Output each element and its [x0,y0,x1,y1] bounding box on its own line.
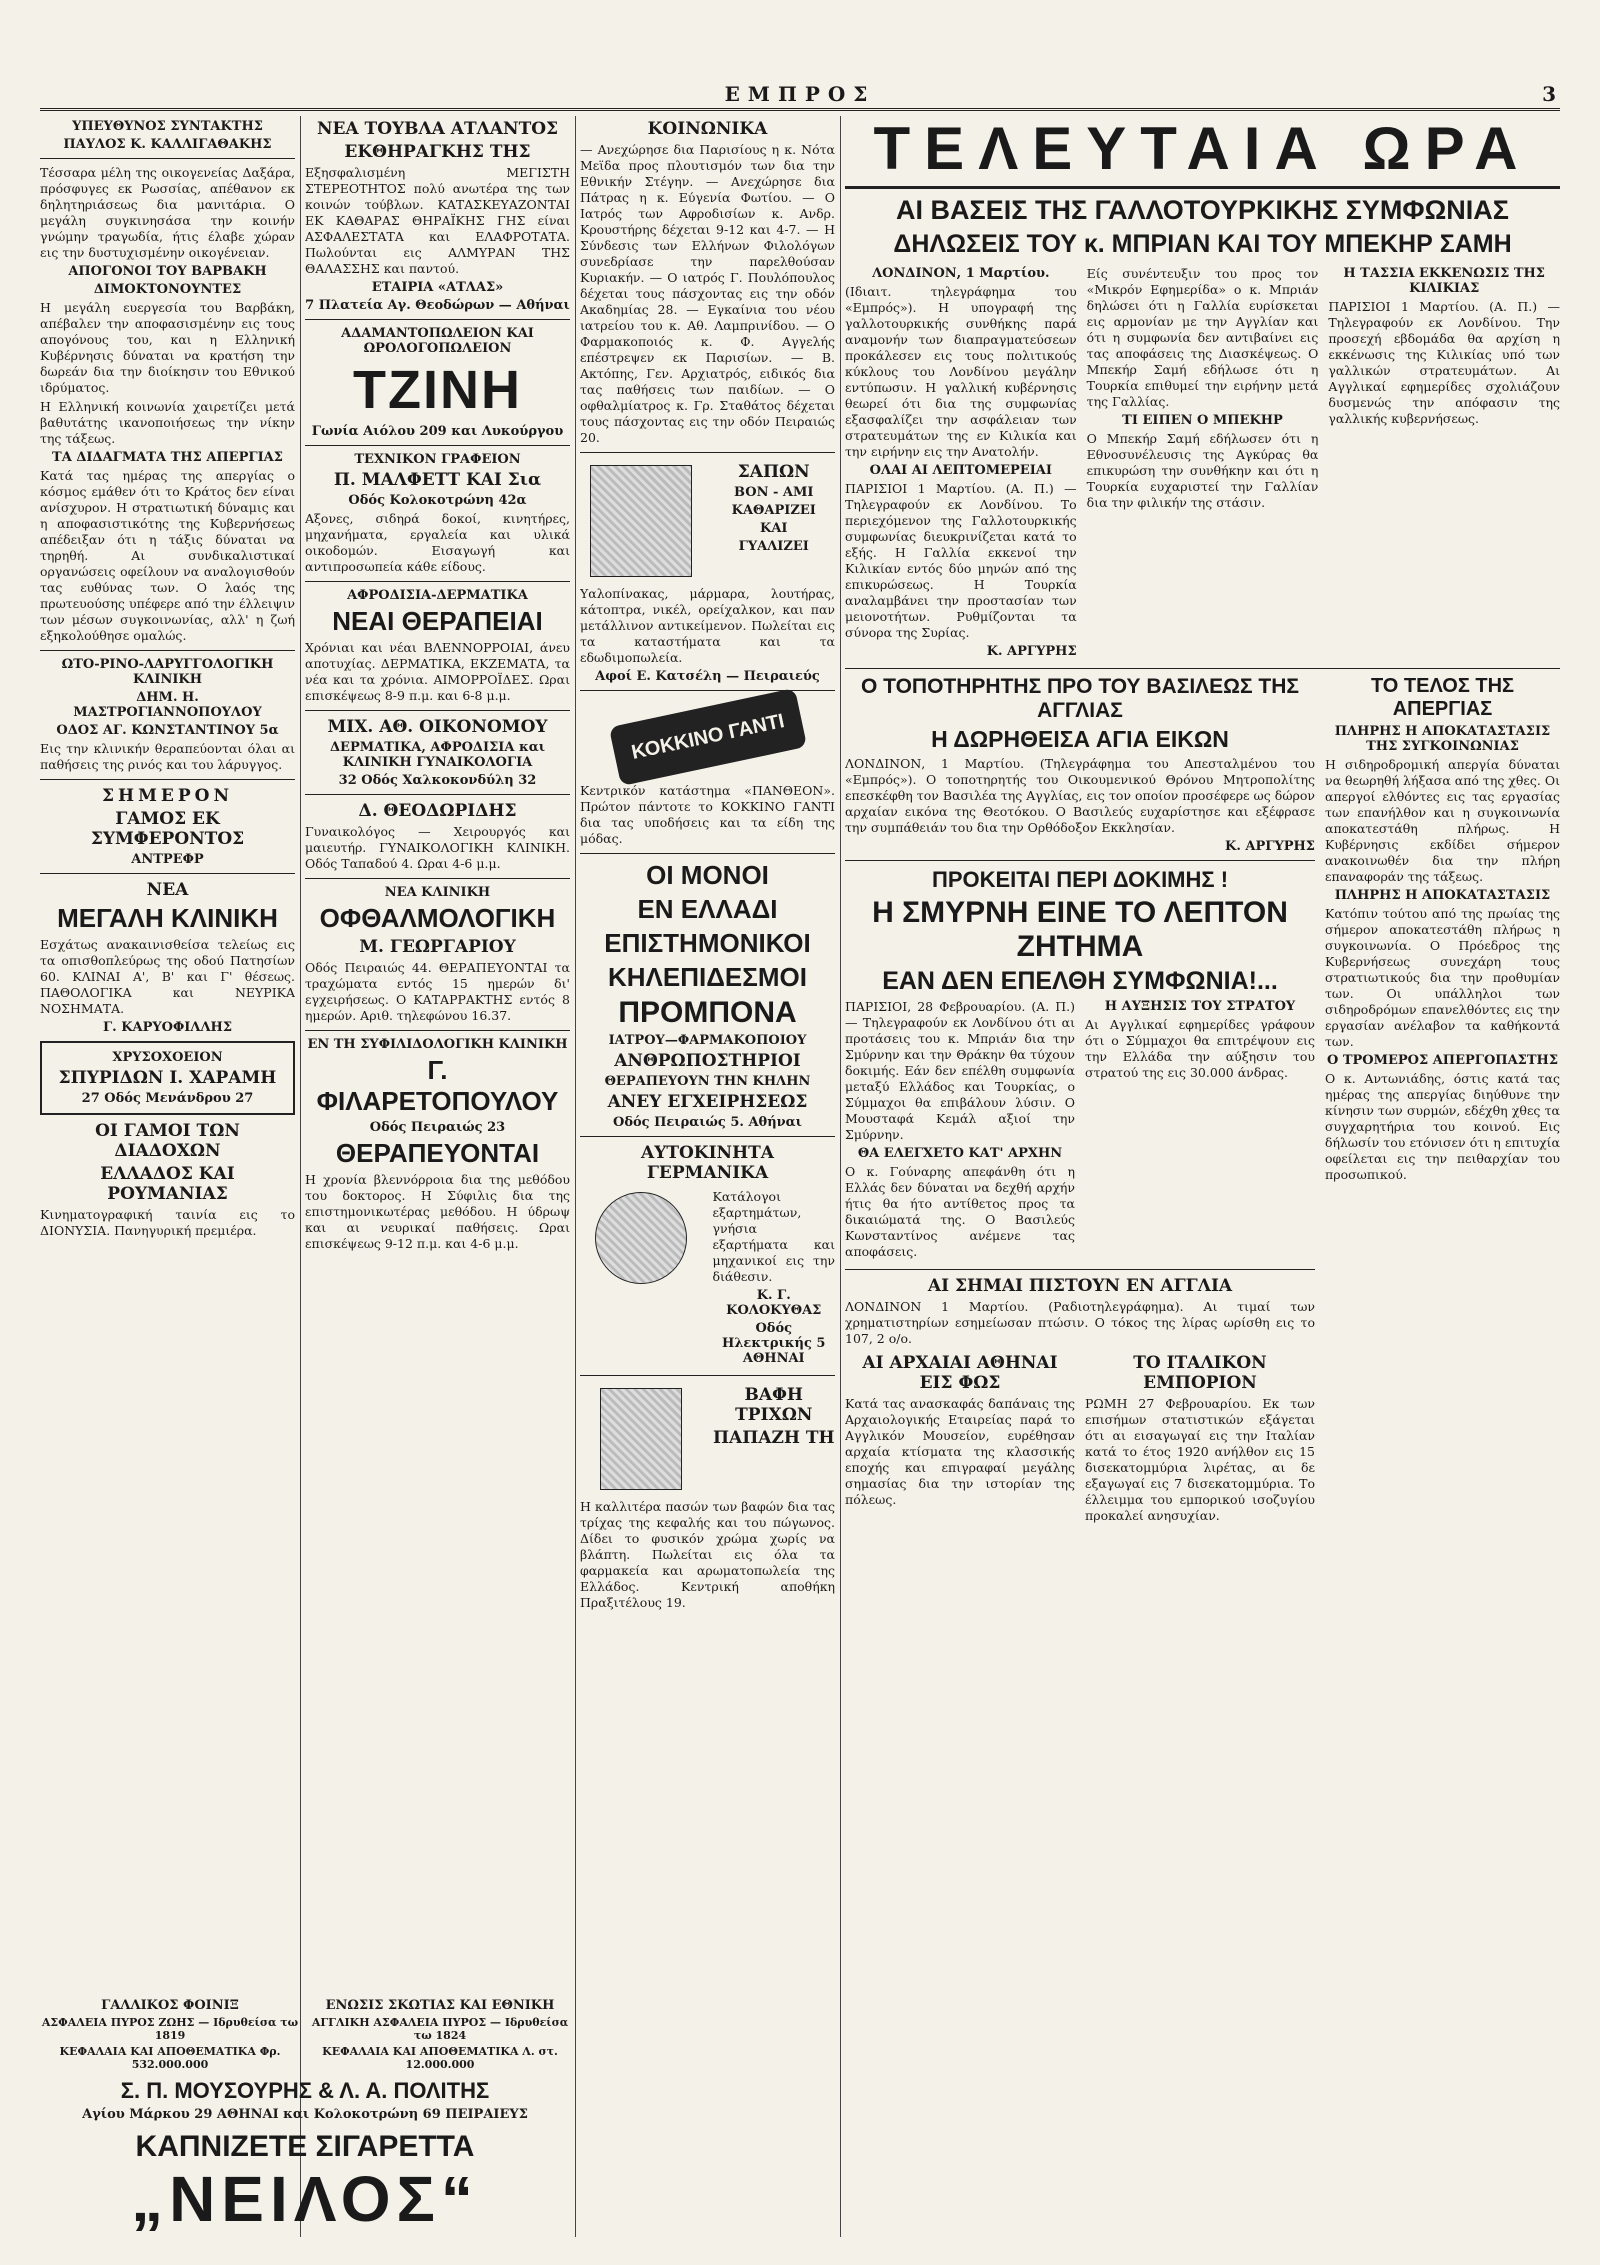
main-subheadline: ΔΗΛΩΣΕΙΣ ΤΟΥ κ. ΜΠΡΙΑΝ ΚΑΙ ΤΟΥ ΜΠΕΚΗΡ ΣΑΜΗ [893,230,1512,258]
soap-agent: Αφοί Ε. Κατσέλη — Πειραιεύς [595,669,820,684]
portrait-illustration [600,1388,682,1490]
divider [305,878,570,879]
truss-line: ΚΗΛΕΠΙΔΕΣΜΟΙ [608,962,807,992]
main-article: (Ιδιαιτ. τηλεγράφημα του «Εμπρός»). Η υπογραφή της γαλλοτουρκικής συνθήκης παρά αναμονήν των διαπραγματεύσεων προκάλεσεν εις τους πολιτικούς κύκλους του Λονδίνου μεγάλην εντύπωσιν. Η γαλλική κυβέρνησις θεωρεί ότι δια της συμφωνίας εξασφαλίζει την ασφάλειαν των στρατευμάτων της εν Κιλικία και την ειρήνην εις την Ανατολήν. [845,284,1077,459]
insurer-2-name: ΕΝΩΣΙΣ ΣΚΩΤΙΑΣ ΚΑΙ ΕΘΝΙΚΗ [325,1998,555,2013]
atlas-body: Εξησφαλισμένη ΜΕΓΙΣΤΗ ΣΤΕΡΕΟΤΗΤΟΣ πολύ ανωτέρα της των κοινών τούβλων. ΚΑΤΑΣΚΕΥΑΖΟΝΤΑΙ ΕΚ ΚΑΘΑΡΑΣ ΘΗΡΑΪΚΗΣ ΓΗΣ είναι ΑΣΦΑΛΕΣΤΑΤΑ και ΕΛΑΦΡΟΤΑΤΑ. Πωλούνται εις ΑΛΜΥΡΑΝ ΤΗΣ ΘΑΛΑΣΣΗΣ και παντού. [305,165,570,276]
divider [305,710,570,711]
wedding-title: ΕΛΛΑΔΟΣ ΚΑΙ ΡΟΥΜΑΝΙΑΣ [100,1164,235,1204]
jeweller-ad [40,1041,295,1115]
smyrna-article: ΠΑΡΙΣΙΟΙ, 28 Φεβρουαρίου. (Α. Π.) — Τηλεγραφούν εκ Λονδίνου ότι αι προτάσεις του κ. Μπριάν δια την Σμύρνην και την Θράκην θα τύχουν δοκιμής. Εάν δεν επέλθη συμφωνία μεταξύ Ελλάδος και Τουρκίας, ο Σύμμαχοι θα επιβάλουν λύσιν. Ο Μουσταφά Κεμάλ αξιοί την Σμύρνην. [845,999,1075,1142]
archaeology-headline: ΑΙ ΑΡΧΑΙΑΙ ΑΘΗΝΑΙ ΕΙΣ ΦΩΣ [862,1353,1058,1393]
article-body: Ο Μπεκήρ Σαμή εδήλωσεν ότι η Εθνοσυνέλευσις της Αγκύρας θα επικυρώση την συνθήκην και ότι η Τουρκία ευχαριστεί την Γαλλίαν δια την φιλικήν της στάσιν. [1086,431,1319,510]
show-title: ΓΑΜΟΣ ΕΚ ΣΥΜΦΕΡΟΝΤΟΣ [90,809,245,849]
divider [580,853,835,854]
divider [40,779,295,780]
smyrna-headline-1: ΠΡΟΚΕΙΤΑΙ ΠΕΡΙ ΔΟΚΙΜΗΣ ! [931,867,1229,892]
main-headline: ΑΙ ΒΑΣΕΙΣ ΤΗΣ ΓΑΛΛΟΤΟΥΡΚΙΚΗΣ ΣΥΜΦΩΝΙΑΣ [896,195,1509,225]
tech-body: Αξονες, σιδηρά δοκοί, κινητήρες, μηχανήματα, εργαλεία και υλικά οικοδομών. Εισαγωγή και αντιπροσωπεία κάθε είδους. [305,511,570,574]
dateline: ΛΟΝΔΙΝΟΝ, 1 Μαρτίου. [872,266,1050,281]
divider [40,873,295,874]
ent-body: Εις την κλινικήν θεραπεύονται όλαι αι παθήσεις της ρινός και του λάρυγγος. [40,741,295,772]
smyrna-headline-2: Η ΣΜΥΡΝΗ ΕΙΝΕ ΤΟ ΛΕΠΤΟΝ ΖΗΤΗΜΑ [872,896,1288,963]
patriarch-article: ΛΟΝΔΙΝΟΝ, 1 Μαρτίου. (Τηλεγράφημα του Απεσταλμένου του «Εμπρός»). Ο τοποτηρητής του Οικουμενικού Θρόνου Μητροπολίτης επεσκέφθη τον Βασιλέα της Αγγλίας, εις τον οποίον προσέφερε ως δώρον αρχαίαν εικόνα της Θεοτόκου. Ο Βασιλεύς ευχαρίστησε και εξέφρασε την συμπάθειάν του δια την Ορθόδοξον Εκκλησίαν. [845,756,1315,835]
insurer-1-body: ΑΣΦΑΛΕΙΑ ΠΥΡΟΣ ΖΩΗΣ — Ιδρυθείσα τω 1819 [41,2016,299,2042]
divider [305,1030,570,1031]
atlas-subheading: ΕΚΘΗΡΑΓΚΗΣ ΤΗΣ [344,142,531,162]
main-article-cont: Είς συνέντευξιν του προς τον «Μικρόν Εφημερίδα» ο κ. Μπριάν δηλώσει ότι η Γαλλία ευρίσκεται εις αρμονίαν με την Αγγλίαν και ότι η συμφωνία δεν αντιβαίνει εις τας αποφάσεις της Διασκέψεως. Ο Μπεκήρ Σαμή εδήλωσε ότι η Τουρκία επιθυμεί την ειρήνην μετά της Γαλλίας. [1086,266,1319,409]
red-glove-icon: ΚΟΚΚΙΝΟ ΓΑΝΤΙ [608,688,806,786]
clinic-tag: ΝΕΑ [146,880,189,900]
soap-body: Υαλοπίνακας, μάρμαρα, λουτήρας, κάτοπτρα, νικέλ, ορείχαλκον, και παν μετάλλινον αντικείμενον. Πωλείται εις τα καταστήματα και τα εδωδιμοπωλεία. [580,586,835,665]
insurer-1-name: ΓΑΛΛΙΚΟΣ ΦΟΙΝΙΞ [101,1998,239,2013]
soap-brand: BON - AMI [734,485,814,500]
divider [305,445,570,446]
patriarch-subheadline: Η ΔΩΡΗΘΕΙΣΑ ΑΓΙΑ ΕΙΚΩΝ [931,726,1229,752]
truss-line: ΕΝ ΕΛΛΑΔΙ [637,894,778,924]
subheading: ΟΛΑΙ ΑΙ ΛΕΠΤΟΜΕΡΕΙΑΙ [869,463,1052,478]
cigarette-ad-brand: „ΝΕΙΛΟΣ“ [131,2163,479,2235]
truss-address: Οδός Πειραιώς 5. Αθήναι [613,1115,802,1130]
cigarette-ad-line1: ΚΑΠΝΙΖΕΤΕ ΣΙΓΑΡΕΤΤΑ [135,2130,475,2163]
strike-heading: ΤΑ ΔΙΔΑΓΜΑΤΑ ΤΗΣ ΑΠΕΡΓΙΑΣ [52,450,283,465]
soap-box-illustration [590,465,692,577]
editor-label: ΥΠΕΥΘΥΝΟΣ ΣΥΝΤΑΚΤΗΣ [72,119,263,134]
hair-dye-body: Η καλλιτέρα πασών των βαφών δια τας τρίχας της κεφαλής και του πώγωνος. Δίδει το φυσικόν χρώμα χωρίς να βλάπτη. Πωλείται εις όλα τα φαρμακεία και αρωματοπωλεία της Ελλάδος. Κεντρική αποθήκη Πραξιτέλους 19. [580,1499,835,1610]
theodoridis-name: Δ. ΘΕΟΔΩΡΙΔΗΣ [358,801,517,821]
watch-address: Γωνία Αιόλου 209 και Λυκούργου [311,424,564,439]
tech-address: Οδός Κολοκοτρώνη 42α [348,493,527,508]
subheading: Η ΑΥΞΗΣΙΣ ΤΟΥ ΣΤΡΑΤΟΥ [1104,999,1296,1014]
divider [580,1375,835,1376]
divider [305,581,570,582]
wedding-heading: ΟΙ ΓΑΜΟΙ ΤΩΝ ΔΙΑΔΟΧΩΝ [95,1121,240,1161]
ophthalmic-title: ΟΦΘΑΛΜΟΛΟΓΙΚΗ [319,903,556,933]
article-body: Αι Αγγλικαί εφημερίδες γράφουν ότι ο Σύμμαχοι θα επιτρέψουν εις την Ελλάδα την αύξησιν του στρατού της εις 30.000 άνδρας. [1085,1017,1315,1080]
italy-trade-article: ΡΩΜΗ 27 Φεβρουαρίου. Εκ των επισήμων στατιστικών εξάγεται ότι αι εισαγωγαί εις την Ιταλίαν κατά το έτος 1920 ανήλθον εις 15 δισεκατομμύρια λιρέτας, αι δε εξαγωγαί εις 7 δισεκατομμύρια. Το έλλειμμα του εμπορικού ισοζυγίου προκαλεί ανησυχίαν. [1085,1396,1315,1523]
social-heading: ΚΟΙΝΩΝΙΚΑ [647,119,768,139]
glove-body: Κεντρικόν κατάστημα «ΠΑΝΘΕΟΝ». Πρώτον πάντοτε το ΚΟΚΚΙΝΟ ΓΑΝΤΙ δια τας υποδήσεις και τα είδη της μόδας. [580,783,835,846]
tech-name: Π. ΜΑΛΦΕΤΤ ΚΑΙ Σια [333,470,542,490]
insurance-address: Αγίου Μάρκου 29 ΑΘΗΝΑΙ και Κολοκοτρώνη 69 ΠΕΙΡΑΙΕΥΣ [82,2107,528,2122]
syph-body: Η χρονία βλεννόρροια δια της μεθόδου του δοκτορος. Η Σύφιλις δια της επιστημονικωτέρας μεθόδου. Η ύδρωψ και αι νευρικαί παθήσεις. Ωραι επισκέψεως 9-12 π.μ. και 4-6 μ.μ. [305,1172,570,1251]
atlas-address: 7 Πλατεία Αγ. Θεοδώρων — Αθήναι [305,298,570,313]
clinic-signature: Γ. ΚΑΡΥΟΦΙΛΛΗΣ [102,1020,233,1035]
article-body: Η μεγάλη ευεργεσία του Βαρβάκη, απέβαλεν την αποφασισμένην εις τους απογόνους του, και η Ελληνική Κυβέρνησις δύναται να κρατήση την δωρεάν δια την διοίκησιν του Εθνικού ιδρύματος. [40,300,295,395]
truss-shop: ΑΝΘΡΩΠΟΣΤΗΡΙΟΙ [614,1051,801,1071]
column-2 [305,116,570,1986]
italy-trade-headline: ΤΟ ΙΤΑΛΙΚΟΝ ΕΜΠΟΡΙΟΝ [1133,1353,1267,1393]
finance-headline: ΑΙ ΣΗΜΑΙ ΠΙΣΤΟΥΝ ΕΝ ΑΓΓΛΙΑ [927,1276,1233,1296]
social-body: — Ανεχώρησε δια Παρισίους η κ. Νότα Μεϊδα προς πλουτισμόν των δια την Εθνικήν Στέγην. — Ανεχώρησε δια Πάτρας η κ. Εύγενία Φωτίου. — Ο Ιατρός των Αφροδισίων κ. Ανδρ. Κρουστήρης δέχεται 9-12 και 4-7. — Η Σύνδεσις των Ελλήνων Φιλολόγων συνεδρίασε την παρελθούσαν Κυριακήν. — Ο ιατρός Γ. Πουλόπουλος δέχεται τους πάσχοντας εις την οδόν Ακαδημίας 28. — Εγκαίνια του νέου ιατρείου του κ. Αθ. Λαμπρινίδου. — Ο Φαρμακοποιός κ. Φ. Αγγελής επέστρεψεν εκ Παρισίων. — Β. Ακτόπης, Γεν. Αρχιατρός, ειδικός δια τας παθήσεις των παιδίων. — Ο οφθαλμίατρος κ. Γρ. Σταθάτος δέχεται τους πάσχοντας εις την οδόν Πειραιώς 20. [580,142,835,445]
truss-line: ΟΙ ΜΟΝΟΙ [646,860,769,890]
subheading: ΤΙ ΕΙΠΕΝ Ο ΜΠΕΚΗΡ [1122,413,1283,428]
divider [845,860,1315,861]
soap-line: ΚΑΘΑΡΙΖΕΙ [731,503,816,518]
strike-end-headline: ΤΟ ΤΕΛΟΣ ΤΗΣ ΑΠΕΡΓΙΑΣ [1370,675,1515,720]
page-number: 3 [1542,82,1556,106]
ophthalmic-doctor: Μ. ΓΕΩΡΓΑΡΙΟΥ [359,937,516,957]
column-rule [840,116,841,2237]
derm-body: Χρόνιαι και νέαι ΒΛΕΝΝΟΡΡΟΙΑΙ, άνευ αποτυχίας. ΔΕΡΜΑΤΙΚΑ, ΕΚΖΕΜΑΤΑ, τα νέα και τα χρόνια. ΑΙΜΟΡΡΟΪΔΕΣ. Ωραι επισκέψεως 8-9 π.μ. και 6-8 μ.μ. [305,640,570,703]
strike-end-subheadline: ΠΛΗΡΗΣ Η ΑΠΟΚΑΤΑΣΤΑΣΙΣ ΤΗΣ ΣΥΓΚΟΙΝΩΝΙΑΣ [1334,724,1551,754]
ent-clinic-heading: ΩΤΟ-ΡΙΝΟ-ΛΑΡΥΓΓΟΛΟΓΙΚΗ ΚΛΙΝΙΚΗ [61,657,274,687]
show-heading: ΣΗΜΕΡΟΝ [102,786,233,806]
column-rule [575,116,576,2237]
strike-article: Κατά τας ημέρας της απεργίας ο κόσμος εμάθεν ότι το Κράτος δεν είναι ανίσχυρον. Η στρατιωτική δύναμις και η αποφασιστικότης της Κυβερνήσεως απέδειξαν ότι η τάξις δύναται να τηρηθή. Αι συνδικαλιστικαί οργανώσεις οφείλουν να αναλογισθούν τας ευθύνας των. Ο λαός της πρωτευούσης υπέφερε από την έλλειψιν των μέσων συγκοινωνίας, αλλ' η ζωή εξηκολούθησε ομαλώς. [40,468,295,643]
divider [845,1269,1315,1270]
column-3 [580,116,835,2236]
ent-address: ΟΔΟΣ ΑΓ. ΚΩΝΣΤΑΝΤΙΝΟΥ 5α [56,723,279,738]
divider [305,319,570,320]
subheading: ΠΛΗΡΗΣ Η ΑΠΟΚΑΤΑΣΤΑΣΙΣ [1334,888,1551,903]
oikonomou-body: ΔΕΡΜΑΤΙΚΑ, ΑΦΡΟΔΙΣΙΑ και ΚΛΙΝΙΚΗ ΓΥΝΑΙΚΟΛΟΓΙΑ [329,740,546,770]
column-1 [40,116,295,1242]
byline: Κ. ΑΡΓΥΡΗΣ [986,644,1077,659]
watch-heading: ΑΔΑΜΑΝΤΟΠΩΛΕΙΟΝ ΚΑΙ ΩΡΟΛΟΓΟΠΩΛΕΙΟΝ [341,326,534,356]
car-body: Κατάλογοι εξαρτημάτων, γνήσια εξαρτήματα και μηχανικοί εις την διάθεσιν. [712,1189,835,1284]
archaeology-article: Κατά τας ανασκαφάς δαπάναις της Αρχαιολογικής Εταιρείας παρά το Αγγλικόν Μουσείον, ευρέθησαν αρχαία κτίσματα της κλασσικής εποχής και επιγραφαί μεγάλης σημασίας δια την ιστορίαν της πόλεως. [845,1396,1075,1507]
editor-name: ΠΑΥΛΟΣ Κ. ΚΑΛΛΙΓΑΘΑΚΗΣ [63,137,272,152]
section-heading: ΑΠΟΓΟΝΟΙ ΤΟΥ ΒΑΡΒΑΚΗ [68,264,267,279]
divider [40,650,295,651]
late-news-banner: ΤΕΛΕΥΤΑΙΑ ΩΡΑ [845,112,1560,189]
column-rule [300,116,301,2237]
divider [580,1136,835,1137]
article-body: Ο κ. Γούναρης απεφάνθη ότι η Ελλάς δεν δύναται να δεχθή αρχήν ήτις θα ήτο αντίθετος προς τα δικαιώματά της. Ο Βασιλεύς Κωνσταντίνος ανέμενε τας αποφάσεις. [845,1164,1075,1259]
section-heading: ΔΙΜΟΚΤΟΝΟΥΝΤΕΣ [93,282,242,297]
truss-sub: ΙΑΤΡΟΥ—ΦΑΡΜΑΚΟΠΟΙΟΥ [608,1033,807,1048]
syph-doctor: Γ. ΦΙΛΑΡΕΤΟΠΟΥΛΟΥ [316,1055,559,1116]
smyrna-headline-3: ΕΑΝ ΔΕΝ ΕΠΕΛΘΗ ΣΥΜΦΩΝΙΑ!... [882,967,1278,995]
ophthalmic-body: Οδός Πειραιώς 44. ΘΕΡΑΠΕΥΟΝΤΑΙ τα τραχώματα εντός 15 ημερών δι' εγχειρήσεως. Ο ΚΑΤΑΡΡΑΚΤΗΣ εντός 8 ημερών. Αριθ. τηλεφώνου 16.37. [305,960,570,1023]
subheading: ΘΑ ΕΛΕΓΧΕΤΟ ΚΑΤ' ΑΡΧΗΝ [857,1146,1063,1161]
divider [580,452,835,453]
insurer-2-body: ΑΓΓΛΙΚΗ ΑΣΦΑΛΕΙΑ ΠΥΡΟΣ — Ιδρυθείσα τω 1824 [311,2016,569,2042]
wedding-body: Κινηματογραφική ταινία εις το ΔΙΟΝΥΣΙΑ. Πανηγυρική πρεμιέρα. [40,1207,295,1238]
insurer-1-capital: ΚΕΦΑΛΑΙΑ ΚΑΙ ΑΠΟΘΕΜΑΤΙΚΑ Φρ. 532.000.000 [59,2045,281,2071]
divider [845,668,1560,669]
truss-brand: ΠΡΟΜΠΟΝΑ [618,996,797,1029]
car-agent: Κ. Γ. ΚΟΛΟΚΥΘΑΣ [726,1288,822,1318]
article-body: ΠΑΡΙΣΙΟΙ 1 Μαρτίου. (Α. Π.) — Τηλεγραφούν εκ Λονδίνου. Την προσεχή εβδομάδα θα αρχίση η εκκένωσις της Κιλικίας υπό των γαλλικών στρατευμάτων. Αι Αγγλικαί εφημερίδες σχολιάζουν δυσμενώς την απόφασιν της γαλλικής κυβερνήσεως. [1328,299,1560,426]
clinic-body: Εσχάτως ανακαινισθείσα τελείως εις τα οπισθοπλεύρως της οδού Πατησίων 60. ΚΛΙΝΑΙ Α', Β' και Γ' θέσεως. ΠΑΘΟΛΟΓΙΚΑ και ΝΕΥΡΙΚΑ ΝΟΣΗΜΑΤΑ. [40,937,295,1016]
syph-heading: ΕΝ ΤΗ ΣΥΦΙΛΙΔΟΛΟΓΙΚΗ ΚΛΙΝΙΚΗ [307,1037,568,1052]
newspaper-title: ΕΜΠΡΟΣ [724,82,876,106]
hair-dye-name: ΠΑΠΑΖΗ ΤΗ [712,1428,835,1448]
strike-end-article: Η σιδηροδρομική απεργία δύναται να θεωρηθή λήξασα από της χθες. Οι απεργοί ελθόντες εις τας εργασίας των επανήλθον και η συγκοινωνία αποκατεστάθη πλήρως. Η Κυβέρνησις εκδίδει σήμερον ανακοινωθέν δια την πλήρη επαναφοράν της τάξεως. [1325,757,1560,884]
article-body: Ο κ. Αντωνιάδης, όστις κατά τας ημέρας της απεργίας διηύθυνε την κίνησιν των συρμών, εδέχθη χθες τα συγχαρητήρια του κοινού. Εις δήλωσίν του ετόνισεν ότι η επιτυχία οφείλεται εις την πειθαρχίαν του προσωπικού. [1325,1071,1560,1182]
insurance-agents: Σ. Π. ΜΟΥΣΟΥΡΗΣ & Λ. Α. ΠΟΛΙΤΗΣ [120,2078,490,2103]
truss-line: ΕΠΙΣΤΗΜΟΝΙΚΟΙ [604,928,811,958]
patriarch-headline: Ο ΤΟΠΟΤΗΡΗΤΗΣ ΠΡΟ ΤΟΥ ΒΑΣΙΛΕΩΣ ΤΗΣ ΑΓΓΛΙΑΣ [860,675,1300,722]
byline: Κ. ΑΡΓΥΡΗΣ [1225,839,1315,854]
show-venue: ΑΝΤΡΕΦΡ [131,852,204,867]
ophthalmic-tag: ΝΕΑ ΚΛΙΝΙΚΗ [384,885,491,900]
derm-title: ΝΕΑΙ ΘΕΡΑΠΕΙΑΙ [332,606,543,636]
atlas-company: ΕΤΑΙΡΙΑ «ΑΤΛΑΣ» [371,280,504,295]
divider [580,690,835,691]
soap-ad [580,459,835,583]
jeweller-address: 27 Οδός Μενάνδρου 27 [81,1091,254,1106]
car-address: Οδός Ηλεκτρικής 5 ΑΘΗΝΑΙ [722,1321,826,1366]
ent-doctor: ΔΗΜ. Η. ΜΑΣΤΡΟΓΙΑΝΝΟΠΟΥΛΟΥ [73,690,262,720]
tech-heading: ΤΕΧΝΙΚΟΝ ΓΡΑΦΕΙΟΝ [354,452,521,467]
clinic-title: ΜΕΓΑΛΗ ΚΛΙΝΙΚΗ [57,903,278,933]
insurance-ad [40,1995,570,2234]
watch-shop-name: ΤΖΙΝΗ [353,360,522,420]
divider [40,158,295,159]
oikonomou-name: ΜΙΧ. ΑΘ. ΟΙΚΟΝΟΜΟΥ [327,717,548,737]
subheading: Ο ΤΡΟΜΕΡΟΣ ΑΠΕΡΓΟΠΑΣΤΗΣ [1326,1053,1559,1068]
syph-address: Οδός Πειραιώς 23 [369,1120,506,1135]
soap-line: ΓΥΑΛΙΖΕΙ [738,539,809,554]
truss-tagline: ΑΝΕΥ ΕΓΧΕΙΡΗΣΕΩΣ [607,1092,808,1112]
soap-line: ΚΑΙ [760,521,788,536]
jeweller-name: ΣΠΥΡΙΔΩΝ Ι. ΧΑΡΑΜΗ [58,1068,277,1088]
masthead [40,82,1560,111]
soap-heading: ΣΑΠΩΝ [737,462,810,482]
subheading: Η ΤΑΣΣΙΑ ΕΚΚΕΝΩΣΙΣ ΤΗΣ ΚΙΛΙΚΙΑΣ [1343,266,1545,296]
derm-heading: ΑΦΡΟΔΙΣΙΑ-ΔΕΡΜΑΤΙΚΑ [347,588,528,603]
article-body: ΠΑΡΙΣΙΟΙ 1 Μαρτίου. (Α. Π.) — Τηλεγραφούν εκ Λονδίνου. Το περιεχόμενον της Γαλλοτουρκικής συμφωνίας διευκρινίζεται κατά το εξής. Η Γαλλία εκκενοί την Κιλικίαν εντός δύο μηνών από της επικυρώσεως. Η Τουρκία αναλαμβάνει την προστασίαν των μειονοτήτων. Ρυθμίζονται τα σύνορα της Συρίας. [845,481,1077,640]
column-4-latest-news [845,112,1560,2237]
article-body: Κατόπιν τούτου από της πρωίας της σήμερον αποκατεστάθη πλήρως η συγκοινωνία. Ο Πρόεδρος της Κυβερνήσεως συνεχάρη τους στρατιωτικούς δια την προθυμίαν των. Οι υπάλληλοι των σιδηροδρόμων επανελθόντες εις την εργασίαν ανέλαβον τα καθήκοντά των. [1325,906,1560,1049]
car-heading: ΑΥΤΟΚΙΝΗΤΑ ΓΕΡΜΑΝΙΚΑ [641,1143,774,1183]
car-logo-icon [595,1192,687,1284]
lead-article: Τέσσαρα μέλη της οικογενείας Δαξάρα, πρόσφυγες εκ Ρωσσίας, απέθανον εκ δηλητηριάσεως δια μανιτάρια. Ο μεγάλη συγκινησάσα την κοινήν γνώμην τραγωδία, ήτις έλαβε χώραν εις την δυστυχισμένην οικογένειαν. [40,165,295,260]
insurer-2-capital: ΚΕΦΑΛΑΙΑ ΚΑΙ ΑΠΟΘΕΜΑΤΙΚΑ Λ. στ. 12.000.000 [322,2045,558,2071]
divider [305,794,570,795]
theodoridis-body: Γυναικολόγος — Χειρουργός και μαιευτήρ. ΓΥΝΑΙΚΟΛΟΓΙΚΗ ΚΛΙΝΙΚΗ. Οδός Ταπαδού 4. Ωραι 4-6 μ.μ. [305,824,570,871]
jeweller-heading: ΧΡΥΣΟΧΟΕΙΟΝ [112,1050,223,1065]
hair-dye-heading: ΒΑΦΗ ΤΡΙΧΩΝ [735,1385,813,1425]
article-body: Η Ελληνική κοινωνία χαιρετίζει μετά βαθυτάτης ικανοποιήσεως την νίκην της τάξεως. [40,399,295,446]
finance-article: ΛΟΝΔΙΝΟΝ 1 Μαρτίου. (Ραδιοτηλεγράφημα). Αι τιμαί των χρηματιστηρίων εσημείωσαν πτώσιν. Ο τόκος της λίρας ωρίσθη εις το 107, 2 ο/ο. [845,1299,1315,1346]
syph-title: ΘΕΡΑΠΕΥΟΝΤΑΙ [335,1138,540,1168]
oikonomou-address: 32 Οδός Χαλκοκονδύλη 32 [338,773,537,788]
truss-tagline: ΘΕΡΑΠΕΥΟΥΝ ΤΗΝ ΚΗΛΗΝ [604,1074,811,1089]
atlas-heading: ΝΕΑ ΤΟΥΒΛΑ ΑΤΛΑΝΤΟΣ [316,119,559,139]
